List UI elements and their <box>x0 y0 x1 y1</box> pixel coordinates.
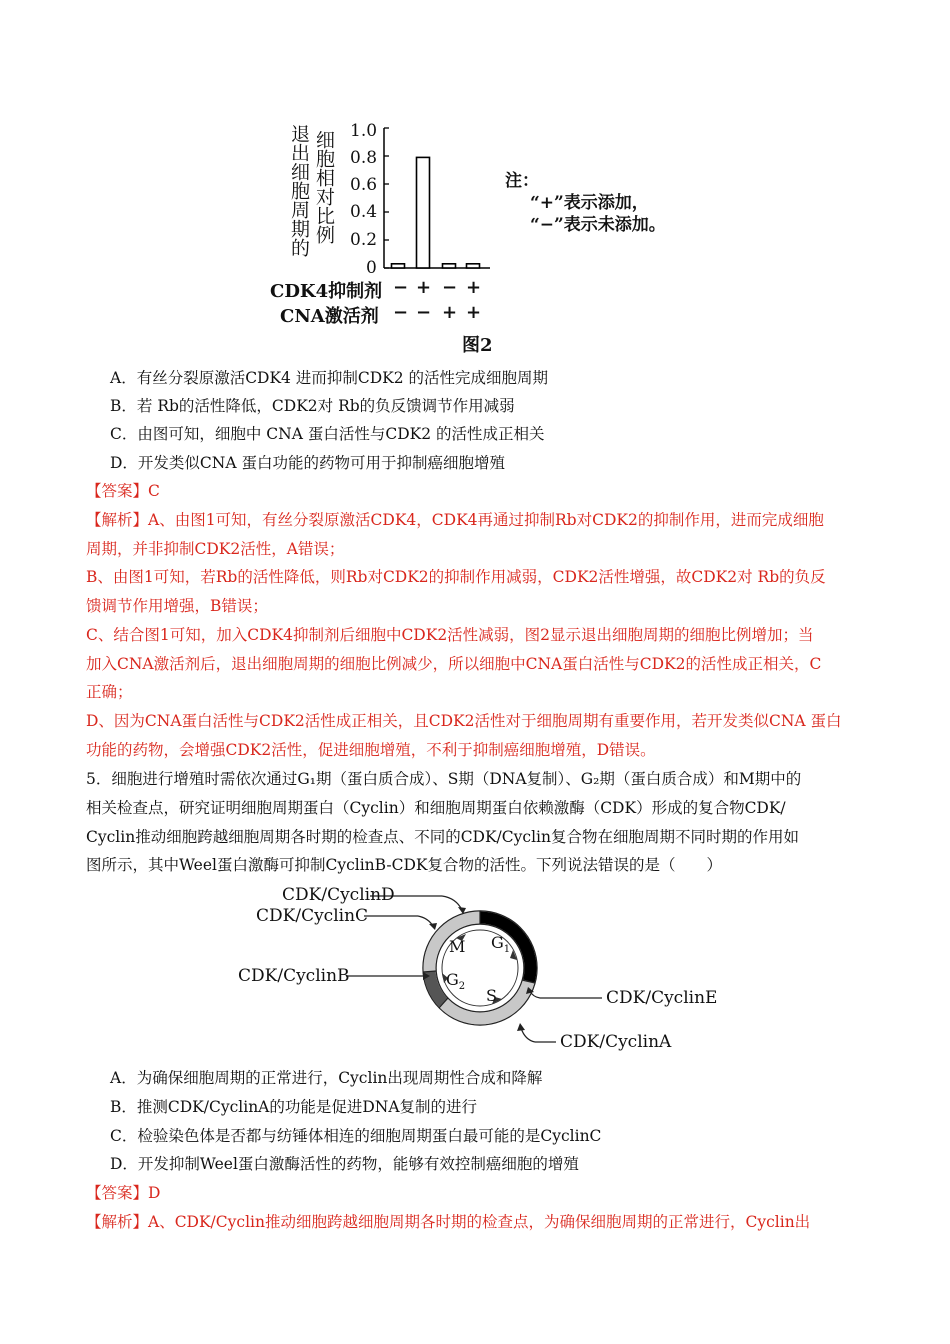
q5-option-c: C．检验染色体是否都与纺锤体相连的细胞周期蛋白最可能的是CyclinC <box>110 1127 602 1145</box>
y-tick-label: 0.2 <box>350 230 378 250</box>
bar-1 <box>392 264 405 268</box>
q5-option-a: A．为确保细胞周期的正常进行，Cyclin出现周期性合成和降解 <box>110 1069 543 1087</box>
bar-3 <box>443 264 456 268</box>
row1-sign: + <box>416 277 432 298</box>
q5-option-d: D．开发抑制Weel蛋白激酶活性的药物，能够有效控制癌细胞的增殖 <box>110 1155 579 1173</box>
row1-sign: − <box>442 277 458 298</box>
y-tick-label: 0.8 <box>350 148 378 168</box>
q5-answer: 【答案】D <box>86 1184 161 1202</box>
q4-explanation: 周期，并非抑制CDK2活性，A错误； <box>86 540 345 558</box>
row2-sign: + <box>466 302 482 323</box>
note-title: 注： <box>505 171 539 191</box>
q5-stem: 相关检查点，研究证明细胞周期蛋白（Cyclin）和细胞周期蛋白依赖激酶（CDK）形成的复合物CDK/ <box>86 799 786 817</box>
q4-option-d: D．开发类似CNA 蛋白功能的药物可用于抑制癌细胞增殖 <box>110 454 505 472</box>
q4-option-b: B．若 Rb的活性降低，CDK2对 Rb的负反馈调节作用减弱 <box>110 397 515 415</box>
y-tick-label: 0.4 <box>350 202 378 222</box>
row2-sign: − <box>393 302 409 323</box>
y-tick-label: 0.6 <box>350 175 378 195</box>
q4-explanation: 馈调节作用增强，B错误； <box>86 597 268 615</box>
q4-explanation: B、由图1可知，若Rb的活性降低，则Rb对CDK2的抑制作用减弱，CDK2活性增强，故CDK2对 Rb的负反 <box>86 568 826 586</box>
cyclin-a-label: CDK/CyclinA <box>560 1032 672 1052</box>
row1-sign: − <box>393 277 409 298</box>
y-tick-label: 0 <box>366 258 377 278</box>
bar-2 <box>417 157 430 268</box>
q4-explanation: 【解析】A、由图1可知，有丝分裂原激活CDK4，CDK4再通过抑制Rb对CDK2的抑制作用，进而完成细胞 <box>86 511 824 529</box>
q5-stem: 5．细胞进行增殖时需依次通过G₁期（蛋白质合成）、S期（DNA复制）、G₂期（蛋白质合成）和M期中的 <box>86 770 802 788</box>
row2-sign: + <box>442 302 458 323</box>
phase-g2-label: $G_2$ <box>446 970 466 993</box>
note-plus: “+”表示添加， <box>530 193 649 213</box>
q4-explanation: C、结合图1可知，加入CDK4抑制剂后细胞中CDK2活性减弱，图2显示退出细胞周期的细胞比例增加；当 <box>86 626 814 644</box>
phase-g1-label: $G_1$ <box>491 933 511 956</box>
cyclin-d-label: CDK/CyclinD <box>282 885 395 905</box>
q4-option-c: C．由图可知，细胞中 CNA 蛋白活性与CDK2 的活性成正相关 <box>110 425 545 443</box>
cyclin-c-label: CDK/CyclinC <box>256 906 369 926</box>
q4-option-a: A．有丝分裂原激活CDK4 进而抑制CDK2 的活性完成细胞周期 <box>110 369 549 387</box>
q5-stem: 图所示，其中Weel蛋白激酶可抑制CyclinB-CDK复合物的活性。下列说法错误的是（ ） <box>86 856 722 874</box>
q4-explanation: 正确； <box>86 683 133 701</box>
q4-explanation: D、因为CNA蛋白活性与CDK2活性成正相关，且CDK2活性对于细胞周期有重要作用，若开发类似CNA 蛋白 <box>86 712 842 730</box>
cdk4-inhibitor-label: CDK4抑制剂 <box>270 281 383 302</box>
cyclin-e-label: CDK/CyclinE <box>606 988 718 1008</box>
q4-answer: 【答案】C <box>86 482 160 500</box>
note-minus: “−”表示未添加。 <box>530 215 666 235</box>
figure-2-caption: 图2 <box>462 335 493 356</box>
phase-m-label: M <box>449 937 466 956</box>
phase-s-label: S <box>486 986 497 1005</box>
q4-explanation: 功能的药物，会增强CDK2活性，促进细胞增殖，不利于抑制癌细胞增殖，D错误。 <box>86 741 656 759</box>
cna-activator-label: CNA激活剂 <box>280 306 379 327</box>
y-axis-label-line1: 退出细胞周期的 <box>288 124 310 257</box>
y-tick-label: 1.0 <box>350 121 378 141</box>
bar-chart-svg <box>378 120 498 272</box>
row1-sign: + <box>466 277 482 298</box>
q5-explanation: 【解析】A、CDK/Cyclin推动细胞跨越细胞周期各时期的检查点，为确保细胞周期的正常进行，Cyclin出 <box>86 1213 811 1231</box>
bar-4 <box>467 264 480 268</box>
y-axis-label-line2: 细胞相对比例 <box>313 130 335 244</box>
cyclin-b-label: CDK/CyclinB <box>238 966 350 986</box>
q5-option-b: B．推测CDK/CyclinA的功能是促进DNA复制的进行 <box>110 1098 478 1116</box>
q5-stem: Cyclin推动细胞跨越细胞周期各时期的检查点、不同的CDK/Cyclin复合物在细胞周期不同时期的作用如 <box>86 828 799 846</box>
q4-explanation: 加入CNA激活剂后，退出细胞周期的细胞比例减少，所以细胞中CNA蛋白活性与CDK2的活性成正相关，C <box>86 655 822 673</box>
row2-sign: − <box>416 302 432 323</box>
